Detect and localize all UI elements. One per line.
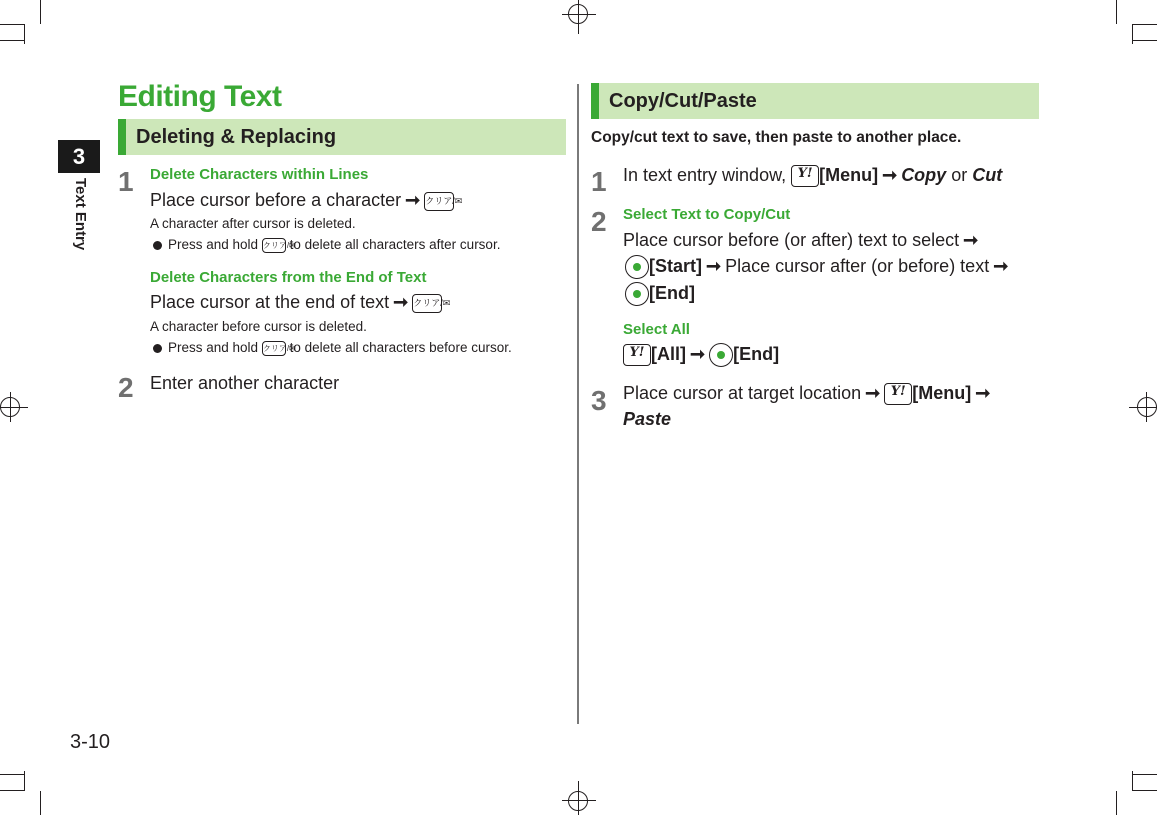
section-intro: Copy/cut text to save, then paste to another place. [591,129,962,146]
clear-key-icon: クリア/✉ [412,294,442,313]
arrow-icon: ➞ [865,383,881,403]
instruction-line: [Start] ➞ Place cursor after (or before) text ➞ [625,255,1012,279]
yahoo-key-icon: Y! [623,344,651,366]
arrow-icon: ➞ [706,255,722,276]
subheading: Delete Characters within Lines [150,166,369,183]
step-number: 1 [118,166,134,197]
bullet-icon [153,241,162,250]
step-number: 2 [591,206,607,237]
section-header-deleting [118,119,566,155]
clear-key-icon: クリア/✉ [262,341,286,356]
bullet-note: Press and hold クリア/✉ to delete all characters before cursor. [153,340,512,356]
crop-mark [1133,774,1157,775]
crop-mark [0,24,24,25]
registration-mark [0,397,20,417]
crop-mark [40,0,41,24]
column-divider [577,84,579,724]
instruction-line: Y! [All] ➞ [End] [623,343,779,367]
arrow-icon: ➞ [963,230,979,250]
page-number: 3-10 [70,731,111,753]
crop-mark [1132,24,1133,44]
step-number: 3 [591,385,607,416]
center-key-icon [625,255,649,279]
yahoo-key-icon: Y! [884,383,912,405]
step-number: 1 [591,166,607,197]
crop-mark [1133,790,1157,791]
crop-mark [1132,771,1133,791]
arrow-icon: ➞ [690,343,706,364]
arrow-icon: ➞ [393,292,409,312]
note: A character after cursor is deleted. [150,216,356,231]
crop-mark [24,771,25,791]
yahoo-key-icon: Y! [791,165,819,187]
crop-mark [0,774,24,775]
arrow-icon: ➞ [993,255,1009,276]
instruction-line: [End] [625,282,695,306]
crop-mark [40,791,41,815]
crop-mark [1116,0,1117,24]
instruction-line: Place cursor before (or after) text to select ➞ [623,230,979,250]
crop-mark [1133,40,1157,41]
registration-mark [568,791,588,811]
subheading: Delete Characters from the End of Text [150,269,427,286]
crop-mark [1133,24,1157,25]
section-title: Deleting & Replacing [136,125,337,148]
arrow-icon: ➞ [975,383,991,403]
chapter-label: Text Entry [72,178,89,251]
instruction-line: Paste [623,409,672,429]
step-number: 2 [118,372,134,403]
subheading: Select All [623,321,690,338]
note: A character before cursor is deleted. [150,319,367,334]
instruction-line: Place cursor at the end of text ➞ クリア/✉ [150,292,451,312]
crop-mark [24,24,25,44]
center-key-icon [625,282,649,306]
instruction-line: Place cursor before a character ➞ クリア/✉ [150,190,463,210]
registration-mark [568,4,588,24]
section-title: Copy/Cut/Paste [609,89,757,112]
arrow-icon: ➞ [882,165,898,185]
bullet-note: Press and hold クリア/✉ to delete all characters after cursor. [153,237,500,253]
page-title: Editing Text [118,80,282,113]
subheading: Select Text to Copy/Cut [623,206,791,223]
chapter-number: 3 [58,140,100,173]
arrow-icon: ➞ [405,190,421,210]
clear-key-icon: クリア/✉ [262,238,286,253]
instruction-line: Place cursor at target location ➞ Y! [Menu] ➞ [623,383,994,405]
crop-mark [1116,791,1117,815]
registration-mark [1137,397,1157,417]
section-header-copy-cut-paste [591,83,1039,119]
center-key-icon [709,343,733,367]
crop-mark [0,40,24,41]
crop-mark [0,790,24,791]
clear-key-icon: クリア/✉ [424,192,454,211]
instruction-line: In text entry window, Y! [Menu] ➞ Copy or Cut [623,165,1002,187]
bullet-icon [153,344,162,353]
instruction-line: Enter another character [150,373,340,393]
